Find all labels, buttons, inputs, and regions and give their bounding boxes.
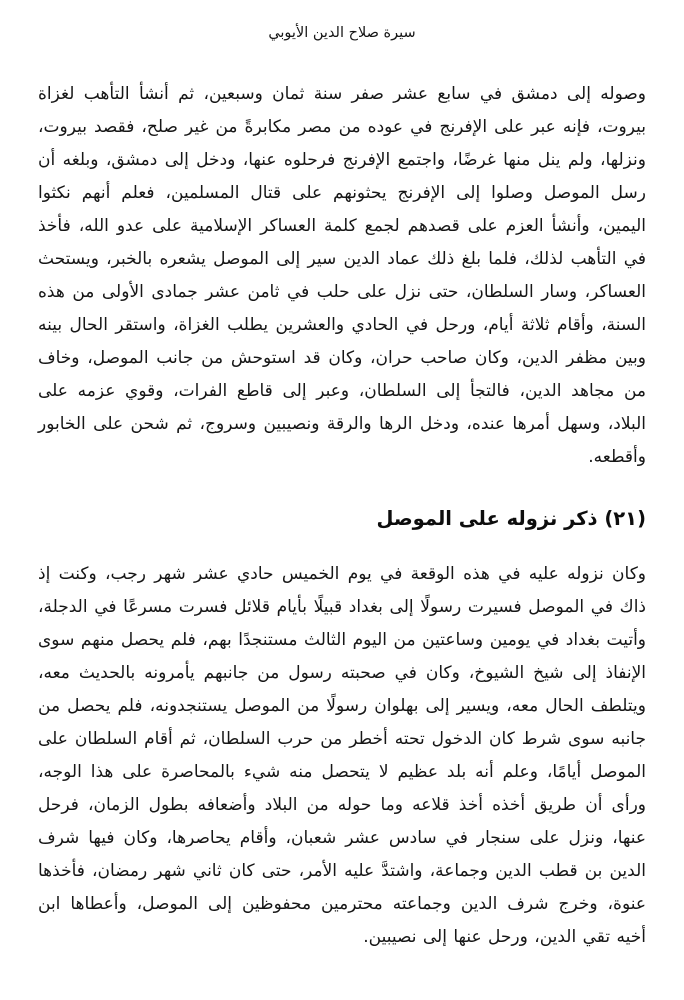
section-heading-21-mosul: (٢١) ذكر نزوله على الموصل: [376, 507, 646, 530]
running-title: سيرة صلاح الدين الأيوبي: [268, 25, 416, 41]
paragraph-departure-to-damascus: وصوله إلى دمشق في سابع عشر صفر سنة ثمان وسبعين، ثم أنشأ التأهب لغزاة بيروت، فإنه عبر على الإفرنج في عوده من مصر مكابرةً من غير صلح، فقصد بيروت، ونزلها، ولم ينل منها غرضًا، واجتمع الإفرنج فرحلوه عنها، ودخل إلى دمشق، وبلغه أن رسل الموصل وصلوا إلى الإفرنج يحثونهم على قتال المسلمين، فعلم أنهم نكثوا اليمين، وأنشأ العزم على قصدهم لجمع كلمة العساكر الإسلامية على عدو الله، فأخذ في التأهب لذلك، فلما بلغ ذلك عماد الدين سير إلى الموصل يشعره بالخبر، ويستحث العساكر، وسار السلطان، حتى نزل على حلب في ثامن عشر جمادى الأولى من هذه السنة، وأقام ثلاثة أيام، ورحل في الحادي والعشرين يطلب الغزاة، واستقر الحال بينه وبين مظفر الدين، وكان صاحب حران، وكان قد استوحش من جانب الموصل، وخاف من مجاهد الدين، فالتجأ إلى السلطان، وعبر إلى قاطع الفرات، وقوي عزمه على البلاد، وسهل أمرها عنده، ودخل الرها والرقة ونصيبين وسروج، ثم شحن على الخابور وأقطعه.: [38, 84, 646, 467]
paragraph-siege-of-mosul: وكان نزوله عليه في هذه الوقعة في يوم الخميس حادي عشر شهر رجب، وكنت إذ ذاك في الموصل فسيرت رسولًا إلى بغداد قبيلًا بأيام قلائل فسرت مسرعًا في الدجلة، وأتيت بغداد في يومين وساعتين من اليوم الثالث مستنجدًا بهم، فلم يحصل منهم سوى الإنفاذ إلى شيخ الشيوخ، وكان في صحبته رسول من جانبهم يأمرونه بالحديث معه، ويتلطف الحال معه، ويسير إلى بهلوان رسولًا من الموصل يستنجدونه، فلم يحصل من جانبه سوى شرط كان الدخول تحته أخطر من حرب السلطان، ثم أقام السلطان على الموصل أيامًا، وعلم أنه بلد عظيم لا يتحصل منه شيء بالمحاصرة على هذا الوجه، ورأى أن طريق أخذه أخذ قلاعه وما حوله من البلاد وأضعافه بطول الزمان، فرحل عنها، ونزل على سنجار في سادس عشر شعبان، وأقام يحاصرها، وكان فيها شرف الدين بن قطب الدين وجماعة، واشتدَّ عليه الأمر، حتى كان ثاني شهر رمضان، فأخذها عنوة، وخرج شرف الدين وجماعته محترمين محفوظين إلى الموصل، وأعطاها ابن أخيه تقي الدين، ورحل عنها إلى نصيبين.: [38, 564, 646, 947]
